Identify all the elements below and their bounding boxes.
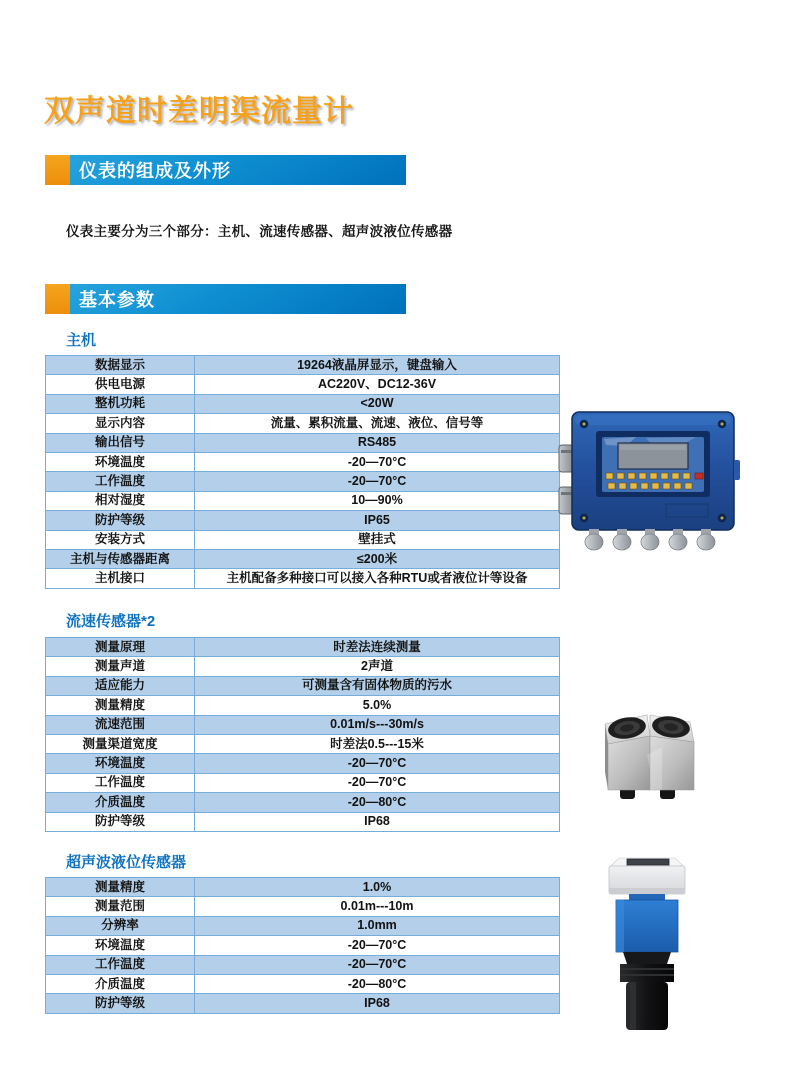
red-key xyxy=(695,473,703,479)
spec-label: 适应能力 xyxy=(46,676,195,695)
spec-label: 环境温度 xyxy=(46,452,195,471)
table-row xyxy=(46,452,560,471)
spec-label: 整机功耗 xyxy=(46,394,195,413)
table-row xyxy=(46,657,560,676)
spec-value: <20W xyxy=(195,394,560,413)
table-row xyxy=(46,394,560,413)
table-row xyxy=(46,375,560,394)
table-row xyxy=(46,676,560,695)
side-hinge xyxy=(734,460,740,480)
spec-table-velocity-sensor xyxy=(45,637,560,832)
spec-value: -20—70°C xyxy=(195,452,560,471)
spec-label: 介质温度 xyxy=(46,793,195,812)
spec-label: 供电电源 xyxy=(46,375,195,394)
spec-label: 环境温度 xyxy=(46,754,195,773)
spec-value: IP68 xyxy=(195,994,560,1013)
spec-label: 相对湿度 xyxy=(46,491,195,510)
table-row xyxy=(46,549,560,568)
spec-label: 主机与传感器距离 xyxy=(46,549,195,568)
spec-value: IP65 xyxy=(195,511,560,530)
spec-value: -20—80°C xyxy=(195,793,560,812)
spec-value: 0.01m/s---30m/s xyxy=(195,715,560,734)
table-row xyxy=(46,638,560,657)
velocity-sensor-photo xyxy=(592,700,707,800)
spec-value: 5.0% xyxy=(195,696,560,715)
spec-value: 时差法0.5---15米 xyxy=(195,734,560,753)
page-title: 双声道时差明渠流量计 xyxy=(44,95,354,128)
spec-value: 10—90% xyxy=(195,491,560,510)
table-row xyxy=(46,569,560,588)
section-header-text: 基本参数 xyxy=(79,290,155,310)
spec-label: 测量精度 xyxy=(46,696,195,715)
table-subtitle-velocity-sensor: 流速传感器*2 xyxy=(66,613,156,630)
orange-accent-block xyxy=(45,155,70,185)
table-row xyxy=(46,356,560,375)
table-row xyxy=(46,491,560,510)
spec-value: IP68 xyxy=(195,812,560,831)
spec-value: 2声道 xyxy=(195,657,560,676)
table-row xyxy=(46,414,560,433)
spec-value: 流量、累积流量、流速、液位、信号等 xyxy=(195,414,560,433)
spec-label: 防护等级 xyxy=(46,994,195,1013)
table-row xyxy=(46,511,560,530)
main-unit-photo xyxy=(556,398,761,563)
spec-value: -20—70°C xyxy=(195,773,560,792)
spec-value: 1.0% xyxy=(195,878,560,897)
spec-label: 安装方式 xyxy=(46,530,195,549)
spec-value: ≤200米 xyxy=(195,549,560,568)
spec-value: 0.01m---10m xyxy=(195,897,560,916)
spec-label: 工作温度 xyxy=(46,773,195,792)
spec-label: 数据显示 xyxy=(46,356,195,375)
table-row xyxy=(46,936,560,955)
transducer-horn xyxy=(620,952,674,1030)
spec-value: 1.0mm xyxy=(195,916,560,935)
section-header-composition xyxy=(45,155,406,185)
orange-accent-block xyxy=(45,284,70,314)
spec-label: 介质温度 xyxy=(46,974,195,993)
spec-table-main-unit xyxy=(45,355,560,589)
table-row xyxy=(46,955,560,974)
spec-value: -20—80°C xyxy=(195,974,560,993)
table-row xyxy=(46,793,560,812)
spec-value: 时差法连续测量 xyxy=(195,638,560,657)
spec-label: 分辨率 xyxy=(46,916,195,935)
spec-value: -20—70°C xyxy=(195,955,560,974)
spec-value: 主机配备多种接口可以接入各种RTU或者液位计等设备 xyxy=(195,569,560,588)
spec-value: -20—70°C xyxy=(195,936,560,955)
spec-label: 测量范围 xyxy=(46,897,195,916)
spec-label: 测量声道 xyxy=(46,657,195,676)
composition-description: 仪表主要分为三个部分：主机、流速传感器、超声波液位传感器 xyxy=(66,224,453,239)
level-sensor-photo xyxy=(597,852,697,1037)
sensor-body xyxy=(616,894,678,952)
spec-value: 壁挂式 xyxy=(195,530,560,549)
table-row xyxy=(46,696,560,715)
table-row xyxy=(46,754,560,773)
spec-label: 测量渠道宽度 xyxy=(46,734,195,753)
section-header-text: 仪表的组成及外形 xyxy=(79,161,231,181)
spec-value: RS485 xyxy=(195,433,560,452)
spec-label: 主机接口 xyxy=(46,569,195,588)
spec-label: 输出信号 xyxy=(46,433,195,452)
transducer-block-left xyxy=(605,715,650,790)
table-subtitle-main-unit: 主机 xyxy=(66,332,97,349)
table-row xyxy=(46,974,560,993)
table-row xyxy=(46,433,560,452)
cable-glands xyxy=(585,529,715,550)
table-subtitle-level-sensor: 超声波液位传感器 xyxy=(66,854,187,871)
table-row xyxy=(46,812,560,831)
spec-label: 防护等级 xyxy=(46,812,195,831)
spec-table-level-sensor xyxy=(45,877,560,1014)
spec-label: 测量精度 xyxy=(46,878,195,897)
section-header-parameters xyxy=(45,284,406,314)
table-row xyxy=(46,878,560,897)
spec-value: -20—70°C xyxy=(195,754,560,773)
spec-label: 环境温度 xyxy=(46,936,195,955)
spec-value: 可测量含有固体物质的污水 xyxy=(195,676,560,695)
table-row xyxy=(46,994,560,1013)
table-row xyxy=(46,715,560,734)
spec-label: 测量原理 xyxy=(46,638,195,657)
spec-label: 流速范围 xyxy=(46,715,195,734)
display-window xyxy=(627,859,669,865)
table-row xyxy=(46,472,560,491)
spec-label: 防护等级 xyxy=(46,511,195,530)
spec-value: -20—70°C xyxy=(195,472,560,491)
table-row xyxy=(46,916,560,935)
table-row xyxy=(46,530,560,549)
table-row xyxy=(46,897,560,916)
sensor-cap xyxy=(609,858,685,894)
table-row xyxy=(46,773,560,792)
table-row xyxy=(46,734,560,753)
spec-label: 显示内容 xyxy=(46,414,195,433)
spec-value: AC220V、DC12-36V xyxy=(195,375,560,394)
spec-label: 工作温度 xyxy=(46,955,195,974)
spec-label: 工作温度 xyxy=(46,472,195,491)
spec-value: 19264液晶屏显示，键盘输入 xyxy=(195,356,560,375)
